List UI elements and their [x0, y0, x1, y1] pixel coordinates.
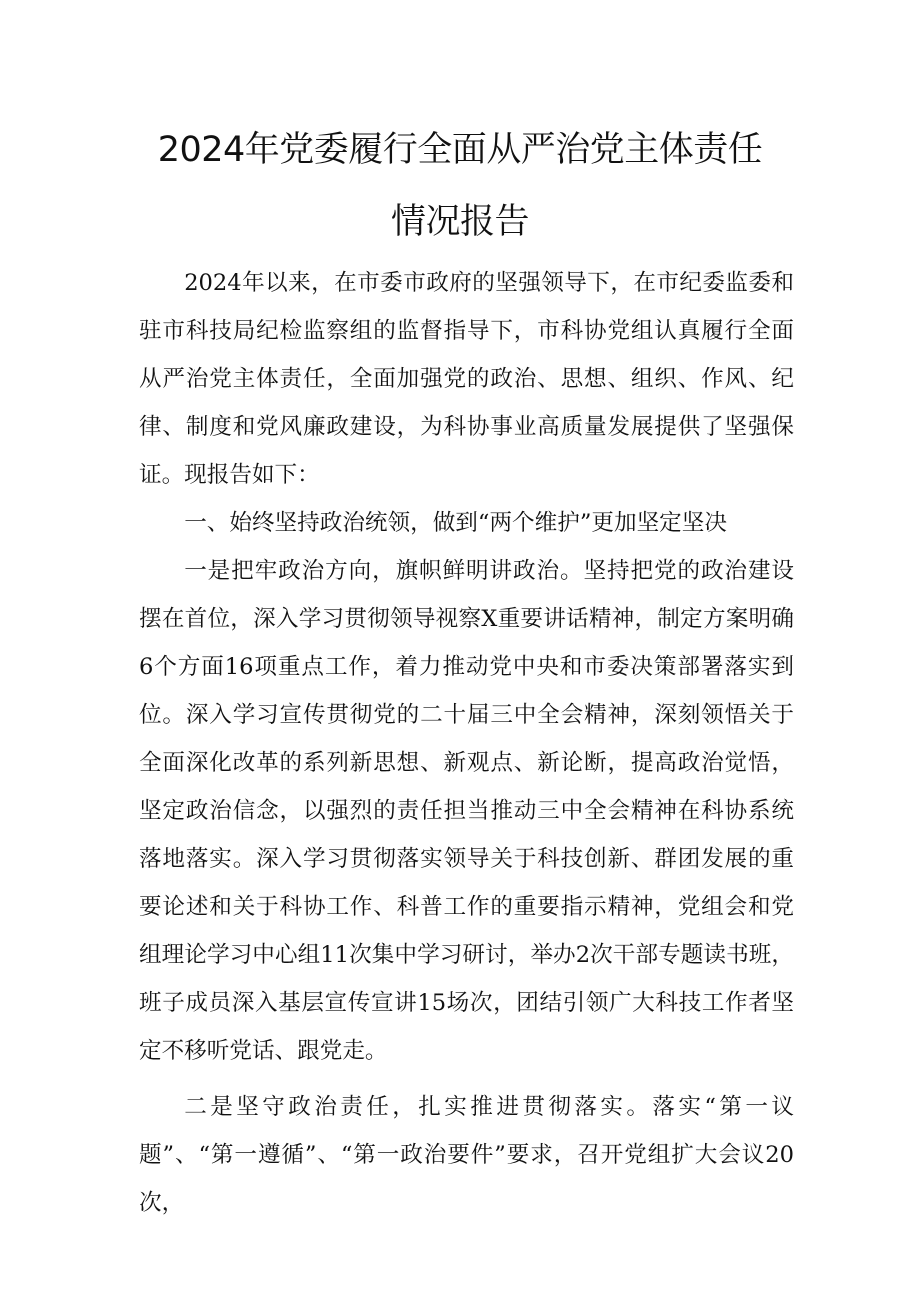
section-heading-1: 一、始终坚持政治统领，做到“两个维护”更加坚定坚决 — [184, 510, 727, 536]
document-body — [139, 259, 794, 1227]
paragraph-political-responsibility: 二是坚守政治责任，扎实推进贯彻落实。落实“第一议题”、“第一遵循”、“第一政治要件”要求，召开党组扩大会议20次， — [139, 1094, 794, 1216]
document-title-line-1: 2024年党委履行全面从严治党主体责任 — [157, 130, 763, 170]
paragraph-intro: 2024年以来，在市委市政府的坚强领导下，在市纪委监委和驻市科技局纪检监察组的监督指导下，市科协党组认真履行全面从严治党主体责任，全面加强党的政治、思想、组织、作风、纪律、制度和党风廉政建设，为科协事业高质量发展提供了坚强保证。现报告如下： — [139, 270, 794, 488]
document-title-line-2: 情况报告 — [390, 202, 529, 242]
paragraph-political-direction: 一是把牢政治方向，旗帜鲜明讲政治。坚持把党的政治建设摆在首位，深入学习贯彻领导视察X重要讲话精神，制定方案明确6个方面16项重点工作，着力推动党中央和市委决策部署落实到位。深入学习宣传贯彻党的二十届三中全会精神，深刻领悟关于全面深化改革的系列新思想、新观点、新论断，提高政治觉悟，坚定政治信念，以强烈的责任担当推动三中全会精神在科协系统落地落实。深入学习贯彻落实领导关于科技创新、群团发展的重要论述和关于科协工作、科普工作的重要指示精神，党组会和党组理论学习中心组11次集中学习研讨，举办2次干部专题读书班，班子成员深入基层宣传宣讲15场次，团结引领广大科技工作者坚定不移听党话、跟党走。 — [139, 558, 794, 1064]
